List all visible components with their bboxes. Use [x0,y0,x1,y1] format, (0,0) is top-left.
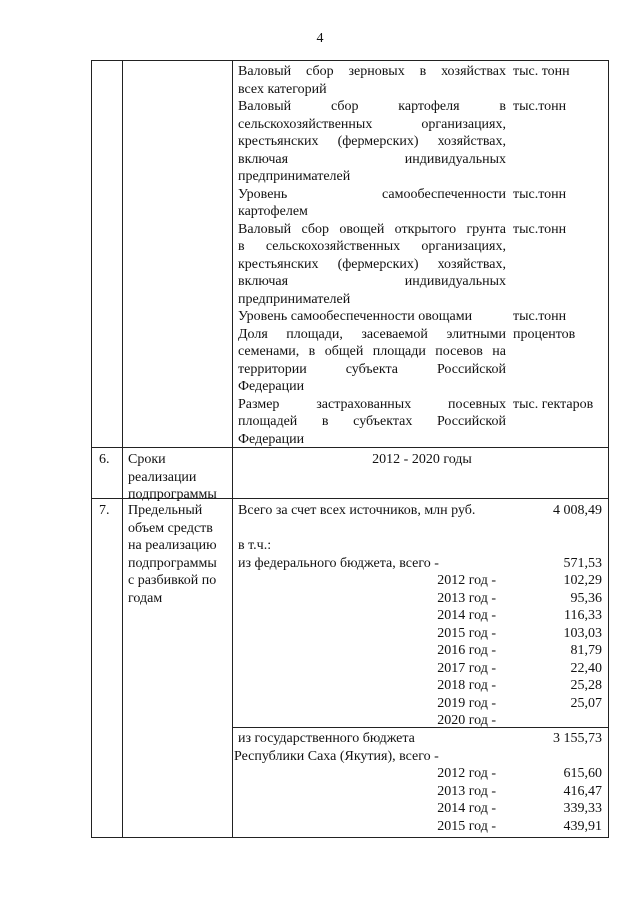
indicator-item [238,308,608,326]
indicator-text-line: территории субъекта Российской [238,361,506,377]
indicator-item [238,396,608,449]
row7-financing-state [234,730,608,835]
row6-label-line: Сроки [128,452,166,467]
indicator-text-line: предпринимателей [238,169,351,184]
indicator-item [238,326,608,396]
year-label: 2012 год - [437,573,496,588]
federal-year-row [238,607,608,625]
row7-financing-federal [238,502,608,730]
year-value: 22,40 [570,660,602,676]
year-label: 2014 год - [437,801,496,816]
row6-label-line: реализации [128,469,197,485]
row7-label-line: Предельный [128,503,203,518]
federal-year-row [238,642,608,660]
federal-year-row [238,712,608,730]
year-label: 2014 год - [437,608,496,623]
federal-year-row [238,625,608,643]
year-label: 2018 год - [437,678,496,693]
indicator-unit: процентов [513,326,576,342]
indicator-text-line: картофелем [238,204,308,219]
row-number-7: 7. [99,503,110,518]
year-value: 339,33 [563,801,602,816]
indicator-item [238,186,608,221]
indicator-text-line: в сельскохозяйственных организациях, [238,239,506,254]
row7-label-line: на реализацию [128,538,217,553]
indicator-text-line: Размер застрахованных посевных [238,396,506,412]
year-label: 2016 год - [437,643,496,658]
indicator-text-line: крестьянских (фермерских) хозяйствах, [238,134,506,149]
federal-year-row [238,572,608,590]
year-value: 103,03 [563,625,602,641]
indicator-text-line: семенами, в общей площади посевов на [238,344,506,359]
state-year-row [238,783,608,801]
indicators-cell [238,63,608,448]
year-label: 2020 год - [437,713,496,728]
indicator-unit: тыс. гектаров [513,396,594,412]
total-label: Всего за счет всех источников, млн руб. [238,503,476,518]
including-label: в т.ч.: [238,538,272,553]
year-label: 2013 год - [437,783,496,799]
state-year-row [238,765,608,783]
indicator-text-line: всех категорий [238,81,327,97]
year-value: 615,60 [563,766,602,781]
indicator-text-line: Федерации [238,379,305,394]
indicator-text-line: Доля площади, засеваемой элитными [238,326,506,342]
row7-label-line: объем средств [128,520,213,536]
state-year-row [238,818,608,836]
row7-label [128,502,230,607]
indicator-unit: тыс.тонн [513,99,567,114]
indicator-unit: тыс.тонн [513,186,567,202]
indicator-unit: тыс. тонн [513,64,570,79]
federal-budget-label: из федерального бюджета, всего - [238,555,439,571]
year-label: 2012 год - [437,766,496,781]
year-value: 25,07 [570,695,602,711]
indicator-text-line: Уровень самообеспеченности овощами [238,309,473,324]
column-divider-2 [232,61,233,837]
indicator-text-line: Валовый сбор зерновых в хозяйствах [238,64,506,79]
state-budget-label: из государственного бюджета [238,731,415,746]
total-value: 4 008,49 [553,503,602,518]
year-value: 81,79 [570,643,602,658]
year-label: 2013 год - [437,590,496,606]
indicator-text-line: включая индивидуальных [238,274,506,289]
row7-label-line: годам [128,590,163,606]
federal-year-row [238,677,608,695]
indicator-text-line: Валовый сбор овощей открытого грунта [238,221,506,237]
indicator-text-line: предпринимателей [238,291,351,307]
indicator-item [238,221,608,309]
year-value: 416,47 [563,783,602,799]
indicator-item [238,63,608,98]
row7-label-line: с разбивкой по [128,573,217,588]
indicator-text-line: Федерации [238,431,305,447]
year-label: 2015 год - [437,818,496,834]
state-year-row [238,800,608,818]
indicator-text-line: Уровень самообеспеченности [238,186,506,202]
year-label: 2015 год - [437,625,496,641]
page-number: 4 [316,31,324,46]
row6-period: 2012 - 2020 годы [372,452,472,467]
row-number-6: 6. [99,452,110,467]
year-value: 439,91 [563,818,602,834]
federal-budget-total: 571,53 [563,555,602,571]
indicator-text-line: площадей в субъектах Российской [238,414,506,429]
state-budget-total: 3 155,73 [553,731,602,746]
year-value: 116,33 [564,608,602,623]
row6-label [128,451,228,504]
row6-label-line: подпрограммы [128,487,217,502]
federal-year-row [238,660,608,678]
year-label: 2019 год - [437,695,496,711]
row7-label-line: подпрограммы [128,555,217,571]
indicator-item [238,98,608,186]
state-budget-label-2: Республики Саха (Якутия), всего - [234,748,439,764]
indicator-text-line: Валовый сбор картофеля в [238,99,506,114]
year-value: 25,28 [570,678,602,693]
federal-year-row [238,590,608,608]
indicator-unit: тыс.тонн [513,221,567,237]
year-value: 95,36 [570,590,602,606]
column-divider-1 [122,61,123,837]
indicator-text-line: крестьянских (фермерских) хозяйствах, [238,256,506,272]
indicator-text-line: включая индивидуальных [238,151,506,167]
year-label: 2017 год - [437,660,496,676]
indicator-unit: тыс.тонн [513,309,567,324]
federal-year-row [238,695,608,713]
indicator-text-line: сельскохозяйственных организациях, [238,116,506,132]
year-value: 102,29 [563,573,602,588]
passport-table [91,60,609,838]
